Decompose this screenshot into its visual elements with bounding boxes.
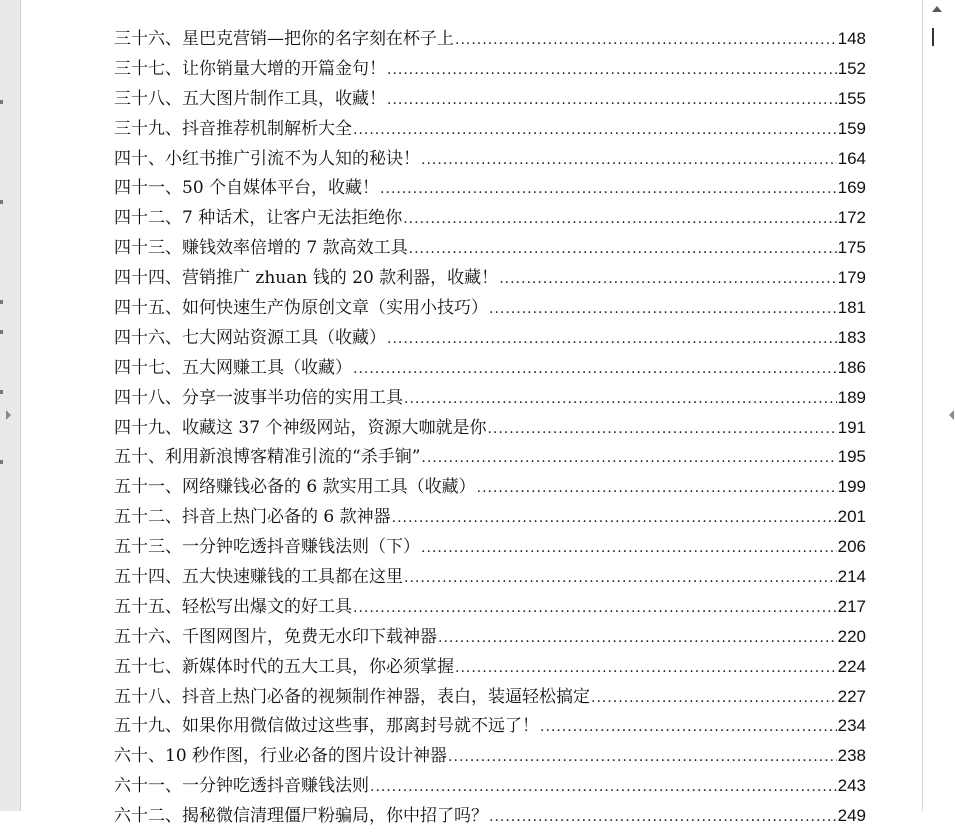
toc-entry-title: 四十三、赚钱效率倍增的 7 款高效工具: [114, 238, 408, 259]
toc-entry[interactable]: [114, 203, 866, 233]
toc-entry-title: 四十二、7 种话术，让客户无法拒绝你: [114, 208, 403, 229]
toc-leader-dots: [387, 325, 837, 355]
toc-entry-title: 四十五、如何快速生产伪原创文章（实用小技巧）: [114, 298, 488, 319]
toc-entry-title: 四十六、七大网站资源工具（收藏）: [114, 327, 386, 348]
toc-entry-title: 五十四、五大快速赚钱的工具都在这里: [114, 567, 403, 588]
toc-entry-title: 四十四、营销推广 zhuan 钱的 20 款利器，收藏！: [114, 268, 499, 289]
toc-entry-page-number: 159: [837, 118, 866, 138]
toc-entry-page-number: 186: [837, 357, 866, 377]
toc-entry[interactable]: [114, 353, 866, 383]
toc-entry-page-number: 191: [837, 417, 866, 437]
toc-entry-title: 三十七、让你销量大增的开篇金句！: [114, 58, 386, 79]
expand-left-panel-icon[interactable]: [6, 410, 11, 420]
toc-entry-title: 三十八、五大图片制作工具，收藏！: [114, 88, 386, 109]
toc-entry[interactable]: [114, 682, 866, 712]
toc-entry[interactable]: [114, 532, 866, 562]
toc-leader-dots: [455, 654, 837, 684]
toc-leader-dots: [438, 624, 837, 654]
toc-entry-title: 三十六、星巴克营销—把你的名字刻在杯子上: [114, 29, 454, 49]
toc-entry-page-number: 217: [837, 596, 866, 616]
toc-leader-dots: [499, 265, 836, 295]
toc-leader-dots: [403, 205, 836, 235]
toc-entry-page-number: 183: [837, 327, 866, 347]
toc-entry-page-number: 199: [837, 477, 866, 497]
toc-entry-page-number: 148: [837, 29, 866, 48]
table-of-contents: [114, 24, 866, 831]
toc-entry[interactable]: [114, 592, 866, 622]
toc-leader-dots: [421, 444, 836, 474]
toc-entry[interactable]: [114, 114, 866, 144]
toc-entry-title: 五十三、一分钟吃透抖音赚钱法则（下）: [114, 537, 420, 558]
toc-leader-dots: [387, 86, 837, 116]
toc-entry-page-number: 179: [837, 268, 866, 288]
toc-entry-page-number: 172: [837, 208, 866, 228]
toc-leader-dots: [404, 385, 837, 415]
margin-marker: [0, 300, 3, 304]
toc-entry-page-number: 224: [837, 656, 866, 676]
scroll-up-icon[interactable]: [932, 6, 942, 12]
expand-right-panel-icon[interactable]: [949, 410, 954, 420]
toc-entry-title: 五十、利用新浪博客精准引流的“杀手锏”: [114, 447, 421, 468]
toc-entry-page-number: 214: [837, 567, 866, 587]
toc-entry-title: 四十八、分享一波事半功倍的实用工具: [114, 387, 403, 408]
toc-entry-page-number: 201: [837, 507, 866, 527]
toc-entry[interactable]: [114, 502, 866, 532]
toc-entry[interactable]: [114, 383, 866, 413]
toc-entry[interactable]: [114, 84, 866, 114]
toc-entry-title: 五十五、轻松写出爆文的好工具: [114, 596, 352, 617]
toc-entry-title: 六十二、揭秘微信清理僵尸粉骗局，你中招了吗？: [114, 806, 488, 827]
toc-leader-dots: [409, 235, 837, 265]
toc-entry-page-number: 220: [837, 626, 866, 646]
toc-entry-page-number: 206: [837, 537, 866, 557]
toc-entry-title: 五十八、抖音上热门必备的视频制作神器，表白，装逼轻松搞定: [114, 686, 590, 707]
toc-leader-dots: [353, 594, 837, 624]
toc-leader-dots: [353, 355, 837, 385]
toc-leader-dots: [421, 146, 837, 176]
toc-leader-dots: [477, 474, 837, 504]
toc-entry-title: 四十九、收藏这 37 个神级网站，资源大咖就是你: [114, 417, 487, 438]
toc-entry-page-number: 227: [837, 686, 866, 706]
margin-marker: [0, 460, 3, 464]
toc-leader-dots: [489, 803, 837, 833]
toc-entry[interactable]: [114, 562, 866, 592]
toc-entry[interactable]: [114, 54, 866, 84]
toc-entry-title: 五十六、千图网图片，免费无水印下载神器: [114, 626, 437, 647]
toc-entry[interactable]: [114, 711, 866, 741]
toc-entry[interactable]: [114, 413, 866, 443]
toc-entry[interactable]: [114, 233, 866, 263]
toc-entry-title: 五十九、如果你用微信做过这些事，那离封号就不远了！: [114, 716, 539, 737]
toc-leader-dots: [489, 295, 837, 325]
toc-entry-page-number: 189: [837, 387, 866, 407]
toc-entry-page-number: 243: [837, 776, 866, 796]
toc-entry-title: 四十七、五大网赚工具（收藏）: [114, 357, 352, 378]
toc-entry-title: 五十二、抖音上热门必备的 6 款神器: [114, 507, 391, 528]
toc-leader-dots: [387, 56, 837, 86]
toc-entry[interactable]: [114, 323, 866, 353]
toc-entry-title: 五十一、网络赚钱必备的 6 款实用工具（收藏）: [114, 477, 476, 498]
right-scroll-panel: [922, 0, 955, 811]
left-margin-strip: [0, 0, 21, 811]
toc-entry[interactable]: [114, 442, 866, 472]
toc-entry-page-number: 169: [837, 178, 866, 198]
toc-leader-dots: [455, 26, 837, 56]
toc-entry-page-number: 234: [837, 716, 866, 736]
margin-marker: [0, 330, 3, 334]
toc-entry[interactable]: [114, 801, 866, 831]
toc-leader-dots: [487, 415, 836, 445]
toc-entry[interactable]: [114, 293, 866, 323]
toc-leader-dots: [353, 116, 837, 146]
toc-entry-title: 六十一、一分钟吃透抖音赚钱法则: [114, 776, 369, 797]
toc-entry-page-number: 152: [837, 58, 866, 78]
toc-entry-page-number: 181: [837, 298, 866, 318]
toc-leader-dots: [591, 684, 837, 714]
toc-entry[interactable]: [114, 771, 866, 801]
toc-entry-title: 六十、10 秒作图，行业必备的图片设计神器: [114, 746, 448, 767]
toc-entry-title: 四十一、50 个自媒体平台，收藏！: [114, 178, 380, 199]
toc-entry-page-number: 164: [837, 148, 866, 168]
toc-leader-dots: [540, 713, 837, 743]
toc-entry-title: 四十、小红书推广引流不为人知的秘诀！: [114, 148, 420, 169]
toc-entry[interactable]: [114, 652, 866, 682]
toc-leader-dots: [392, 504, 837, 534]
toc-leader-dots: [448, 743, 837, 773]
toc-leader-dots: [404, 564, 837, 594]
toc-leader-dots: [370, 773, 837, 803]
toc-entry-title: 三十九、抖音推荐机制解析大全: [114, 118, 352, 139]
toc-entry-page-number: 155: [837, 88, 866, 108]
toc-entry[interactable]: [114, 263, 866, 293]
margin-marker: [0, 100, 3, 104]
toc-leader-dots: [380, 175, 837, 205]
toc-entry[interactable]: [114, 144, 866, 174]
toc-entry-page-number: 249: [837, 806, 866, 826]
toc-entry[interactable]: [114, 24, 866, 54]
toc-entry[interactable]: [114, 173, 866, 203]
toc-entry-title: 五十七、新媒体时代的五大工具，你必须掌握: [114, 656, 454, 677]
toc-entry-page-number: 195: [837, 447, 866, 467]
toc-entry[interactable]: [114, 622, 866, 652]
margin-marker: [0, 390, 3, 394]
toc-leader-dots: [421, 534, 837, 564]
toc-entry-page-number: 238: [837, 746, 866, 766]
toc-entry[interactable]: [114, 472, 866, 502]
toc-entry-page-number: 175: [837, 238, 866, 258]
scroll-thumb[interactable]: [932, 28, 934, 46]
toc-entry[interactable]: [114, 741, 866, 771]
margin-marker: [0, 200, 3, 204]
